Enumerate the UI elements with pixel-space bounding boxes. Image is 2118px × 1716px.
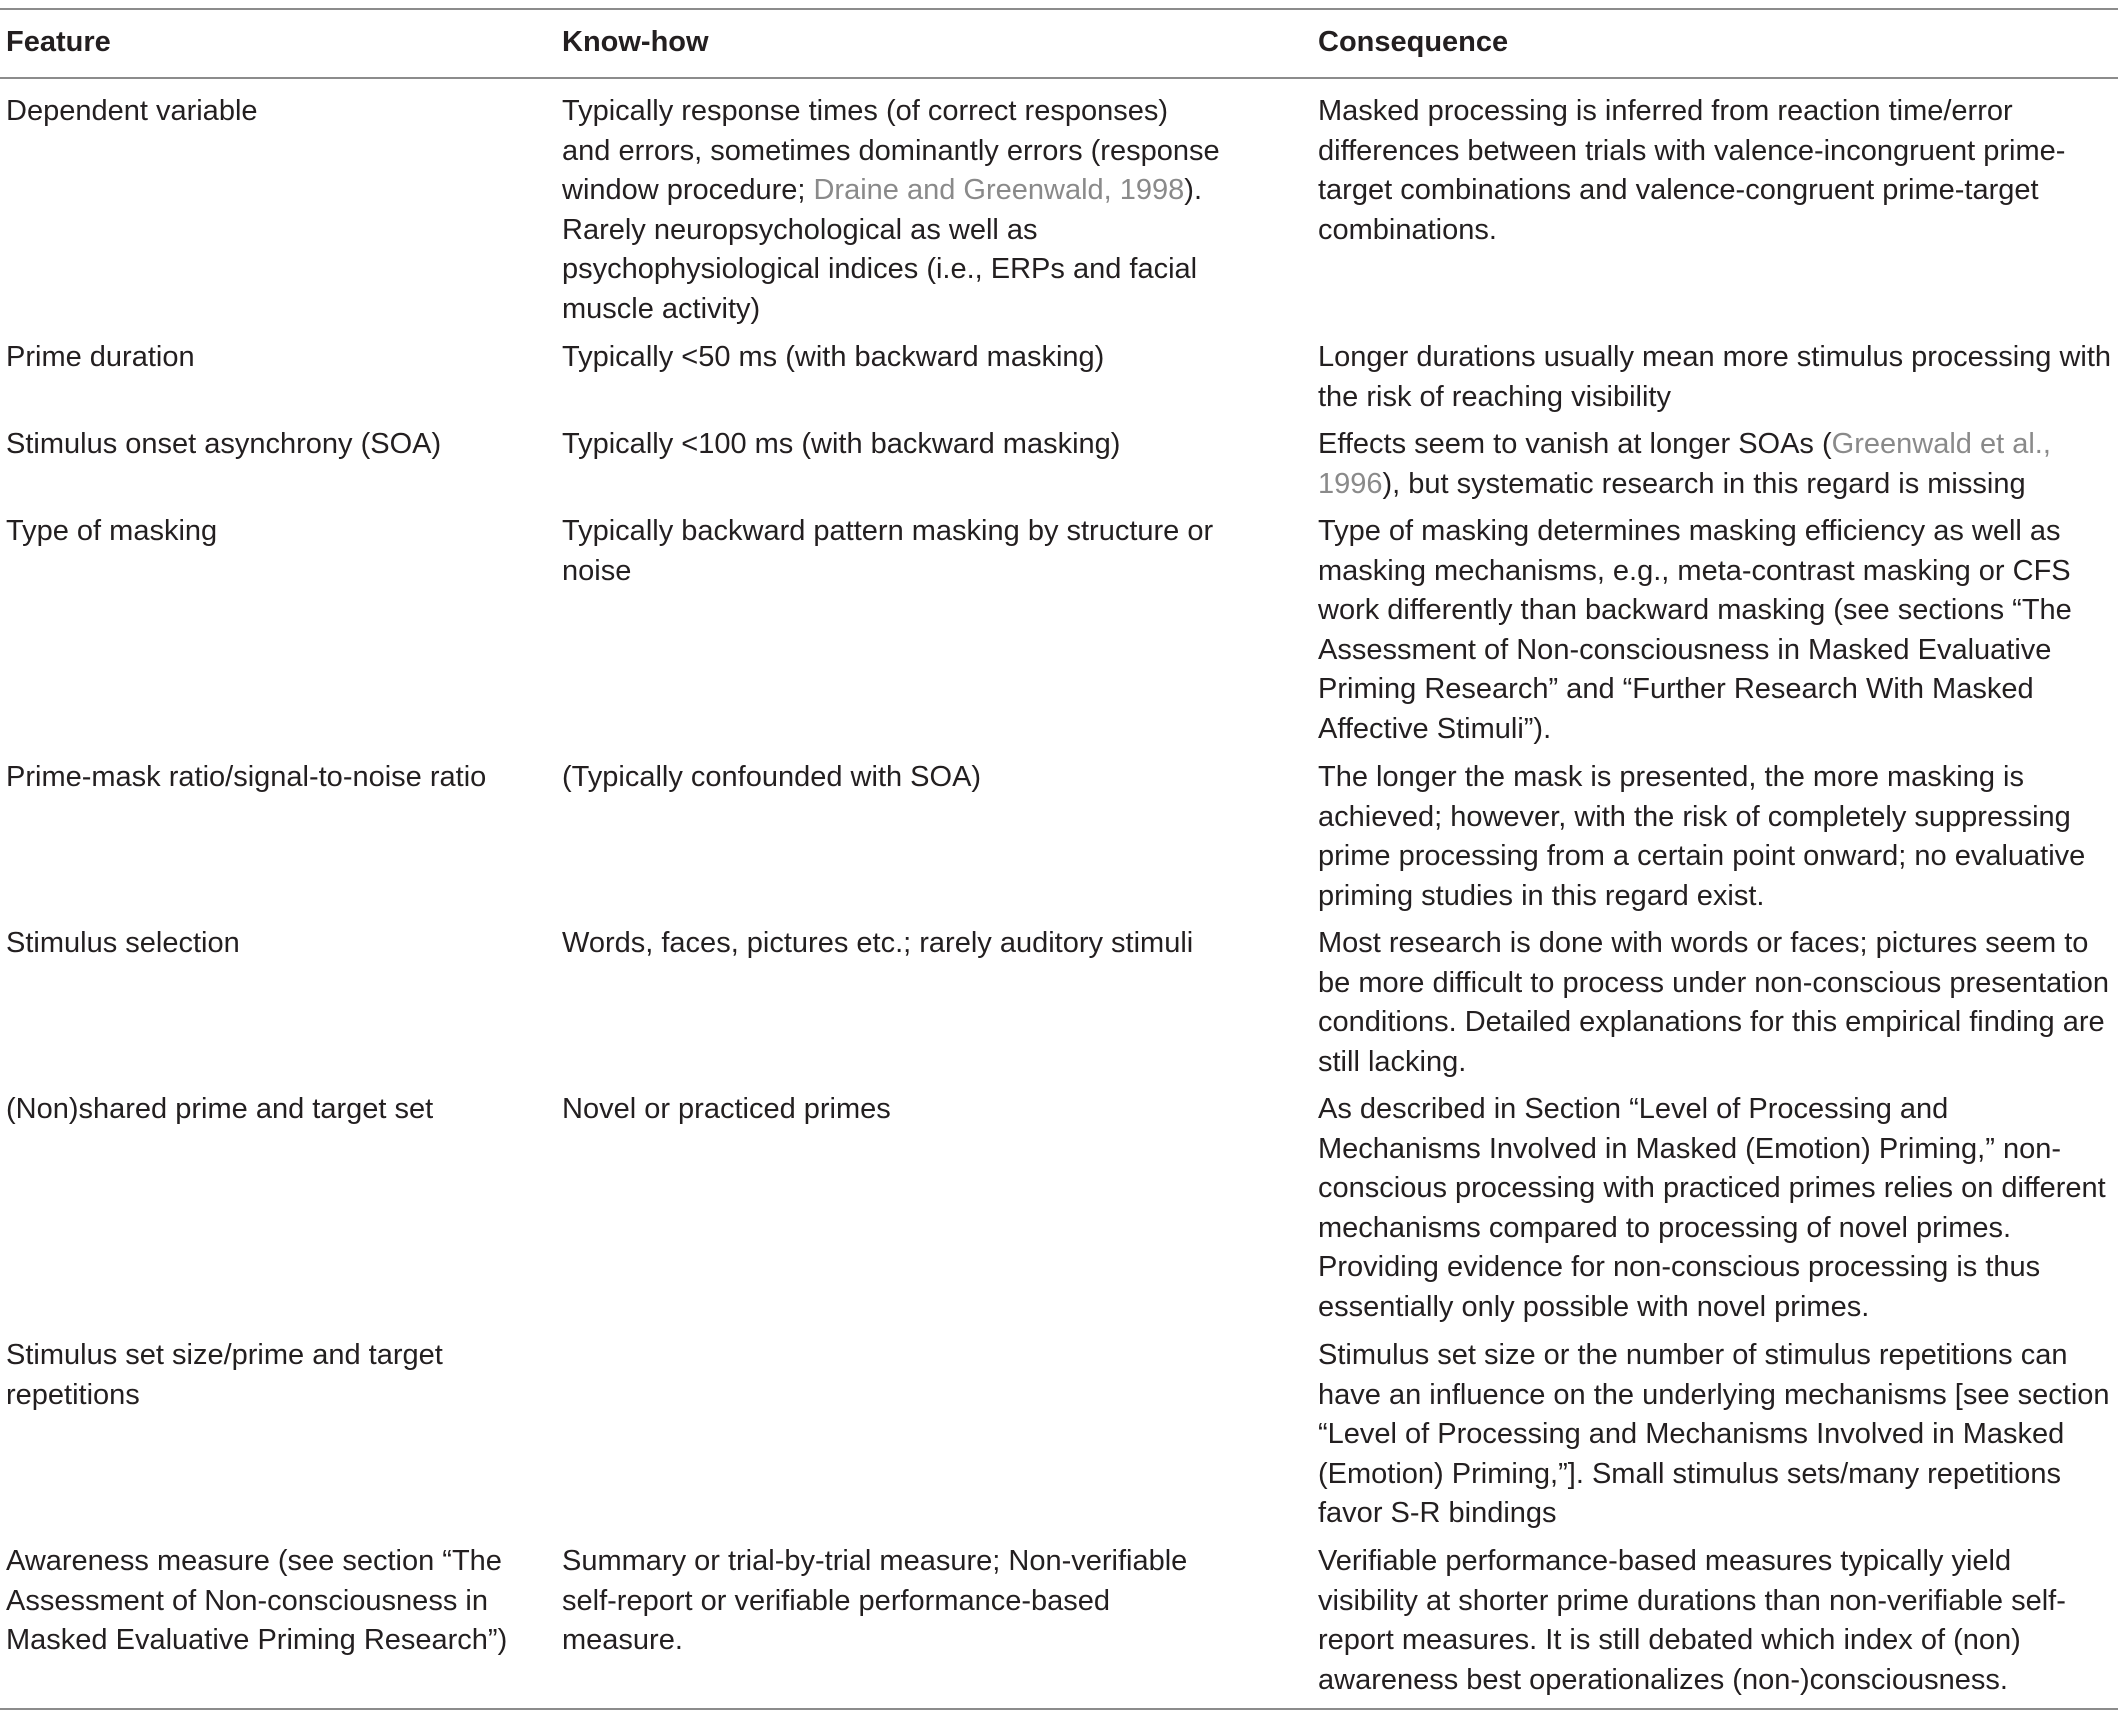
text-segment: Typically response times (of correct responses) and errors, sometimes dominantly errors (response window procedure;: [562, 95, 1220, 206]
cell-consequence: Type of masking determines masking efficiency as well as masking mechanisms, e.g., meta-contrast masking or CFS work differently than backward masking (see sections “The Assessment of Non-consciousness in Masked Evaluative Priming Research” and “Further Research With Masked Affective Stimuli”).: [1318, 515, 2072, 745]
header-consequence: Consequence: [1318, 26, 1509, 58]
cell-knowhow: [562, 92, 1222, 329]
citation-link[interactable]: Greenwald et al., 1996: [1318, 428, 2051, 500]
cell-feature: Dependent variable: [6, 95, 258, 127]
cell-knowhow: Novel or practiced primes: [562, 1093, 891, 1125]
cell-consequence: Most research is done with words or faces; pictures seem to be more difficult to process under non-conscious presentation conditions. Detailed explanations for this empirical finding are still lacking.: [1318, 927, 2109, 1078]
cell-feature: (Non)shared prime and target set: [6, 1093, 434, 1125]
cell-feature: Stimulus set size/prime and target repetitions: [6, 1339, 443, 1411]
cell-consequence: Masked processing is inferred from reaction time/error differences between trials with valence-incongruent prime-target combinations and valence-congruent prime-target combinations.: [1318, 95, 2066, 246]
cell-knowhow: Typically backward pattern masking by structure or noise: [562, 515, 1214, 587]
cell-knowhow: Words, faces, pictures etc.; rarely auditory stimuli: [562, 927, 1194, 959]
cell-consequence: Longer durations usually mean more stimulus processing with the risk of reaching visibility: [1318, 341, 2112, 413]
cell-feature: Prime-mask ratio/signal-to-noise ratio: [6, 761, 487, 793]
text-segment: Effects seem to vanish at longer SOAs (: [1318, 428, 1832, 460]
table-header-row: [0, 18, 2118, 74]
cell-feature: Stimulus onset asynchrony (SOA): [6, 428, 442, 460]
header-knowhow: Know-how: [562, 26, 709, 58]
cell-feature: Type of masking: [6, 515, 218, 547]
cell-knowhow: Typically <50 ms (with backward masking): [562, 341, 1105, 373]
cell-feature: Prime duration: [6, 341, 195, 373]
table-top-rule: [0, 8, 2118, 10]
cell-consequence: Stimulus set size or the number of stimulus repetitions can have an influence on the underlying mechanisms [see section “Level of Processing and Mechanisms Involved in Masked (Emotion) Priming,”]. Small stimulus sets/many repetitions favor S-R bindings: [1318, 1339, 2110, 1529]
cell-consequence: [1318, 425, 2118, 504]
cell-feature: Awareness measure (see section “The Assessment of Non-consciousness in Masked Evaluative Priming Research”): [6, 1545, 508, 1656]
cell-feature: Stimulus selection: [6, 927, 240, 959]
cell-consequence: As described in Section “Level of Processing and Mechanisms Involved in Masked (Emotion) Priming,” non-conscious processing with practiced primes relies on different mechanisms compared to processing of novel primes. Providing evidence for non-conscious processing is thus essentially only possible with novel primes.: [1318, 1093, 2106, 1323]
cell-knowhow: Summary or trial-by-trial measure; Non-verifiable self-report or verifiable performance-based measure.: [562, 1545, 1188, 1656]
cell-knowhow: (Typically confounded with SOA): [562, 761, 982, 793]
text-segment: ). Rarely neuropsychological as well as psychophysiological indices (i.e., ERPs and facial muscle activity): [562, 174, 1203, 325]
cell-knowhow: Typically <100 ms (with backward masking): [562, 428, 1121, 460]
citation-link[interactable]: Draine and Greenwald, 1998: [813, 174, 1185, 206]
cell-consequence: The longer the mask is presented, the more masking is achieved; however, with the risk of completely suppressing prime processing from a certain point onward; no evaluative priming studies in this regard exist.: [1318, 761, 2086, 912]
table-bottom-rule: [0, 1708, 2118, 1710]
header-feature: Feature: [6, 26, 111, 58]
text-segment: ), but systematic research in this regard is missing: [1382, 467, 2026, 500]
cell-consequence: Verifiable performance-based measures typically yield visibility at shorter prime durations than non-verifiable self-report measures. It is still debated which index of (non) awareness best operationalizes (non-)consciousness.: [1318, 1545, 2066, 1696]
table-header-rule: [0, 77, 2118, 79]
